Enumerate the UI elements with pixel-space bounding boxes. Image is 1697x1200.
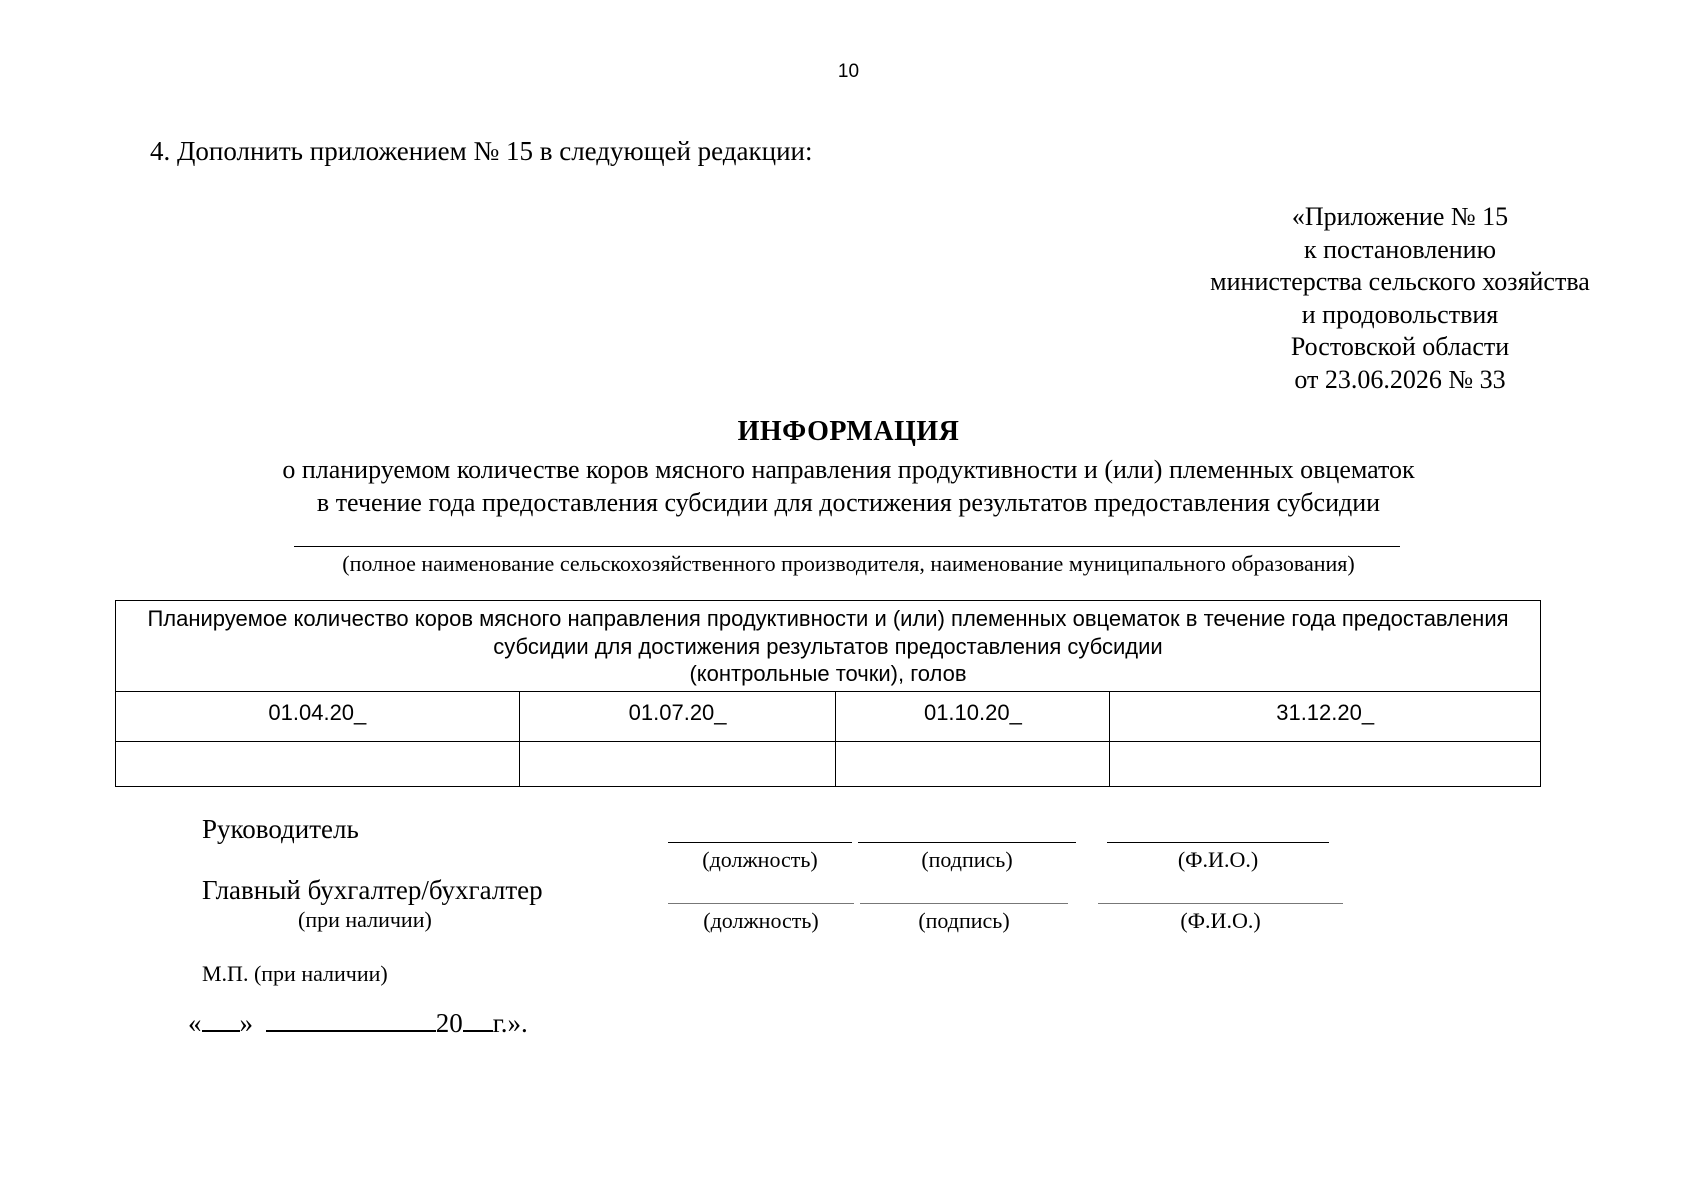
- date-close-quote: »: [239, 1008, 253, 1038]
- accountant-name-line[interactable]: [1098, 903, 1343, 904]
- head-signature-caption: (подпись): [921, 847, 1013, 872]
- appendix-number: «Приложение № 15: [1291, 202, 1509, 231]
- appendix-header: [1170, 201, 1630, 396]
- table-header-line-3: (контрольные точки), голов: [689, 661, 967, 686]
- table-header-line-1: Планируемое количество коров мясного направления продуктивности и (или) племенных овцематок в течение года предоставления: [147, 606, 1509, 631]
- table-header-row: [116, 601, 1541, 692]
- accountant-signature-caption: (подпись): [918, 908, 1010, 933]
- appendix-date-number: от 23.06.2026 № 33: [1294, 364, 1506, 394]
- page-number: 10: [837, 61, 860, 82]
- head-label: Руководитель: [202, 814, 359, 844]
- stamp-label: М.П. (при наличии): [202, 961, 388, 986]
- head-name-line[interactable]: [1107, 842, 1329, 843]
- producer-name-caption: (полное наименование сельскохозяйственного производителя, наименование муниципального образования): [342, 551, 1355, 576]
- table-header-line-2: субсидии для достижения результатов предоставления субсидии: [493, 633, 1163, 659]
- value-cell[interactable]: [836, 742, 1110, 787]
- amendment-instruction: 4. Дополнить приложением № 15 в следующей редакции:: [150, 136, 813, 166]
- appendix-line: Ростовской области: [1290, 332, 1510, 361]
- accountant-name-caption: (Ф.И.О.): [1180, 908, 1261, 933]
- head-name-caption: (Ф.И.О.): [1177, 847, 1259, 872]
- date-column-header: 01.10.20_: [836, 692, 1110, 742]
- subtitle-line-1: о планируемом количестве коров мясного направления продуктивности и (или) племенных овцематок: [282, 455, 1415, 484]
- appendix-line: и продовольствия: [1301, 299, 1499, 329]
- date-column-header: 31.12.20_: [1110, 692, 1541, 742]
- head-position-line[interactable]: [668, 842, 852, 843]
- date-column-header: 01.04.20_: [116, 692, 520, 742]
- producer-name-field[interactable]: [294, 546, 1400, 547]
- document-title: ИНФОРМАЦИЯ: [737, 416, 960, 447]
- document-subtitle: [0, 453, 1697, 519]
- value-cell[interactable]: [116, 742, 520, 787]
- table-values-row: [116, 742, 1541, 787]
- accountant-signature-line[interactable]: [860, 903, 1068, 904]
- year-field[interactable]: [463, 1008, 493, 1032]
- table-dates-row: [116, 692, 1541, 742]
- appendix-line: к постановлению: [1303, 234, 1497, 264]
- value-cell[interactable]: [1110, 742, 1541, 787]
- date-suffix: г.».: [492, 1008, 528, 1038]
- month-field[interactable]: [266, 1008, 436, 1032]
- head-position-caption: (должность): [702, 847, 818, 872]
- accountant-label: Главный бухгалтер/бухгалтер: [202, 875, 543, 905]
- day-field[interactable]: [202, 1008, 240, 1032]
- date-open-quote: «: [188, 1008, 202, 1038]
- subtitle-line-2: в течение года предоставления субсидии для достижения результатов предоставления субсидии: [316, 488, 1381, 517]
- control-points-table: [115, 600, 1541, 787]
- accountant-note: (при наличии): [298, 907, 432, 932]
- year-prefix: 20: [435, 1008, 463, 1038]
- value-cell[interactable]: [519, 742, 836, 787]
- date-column-header: 01.07.20_: [519, 692, 836, 742]
- accountant-position-caption: (должность): [703, 908, 819, 933]
- accountant-position-line[interactable]: [668, 903, 854, 904]
- head-signature-line[interactable]: [858, 842, 1076, 843]
- appendix-line: министерства сельского хозяйства: [1210, 267, 1590, 296]
- table-header-cell: [116, 601, 1541, 692]
- date-line: [188, 1008, 528, 1039]
